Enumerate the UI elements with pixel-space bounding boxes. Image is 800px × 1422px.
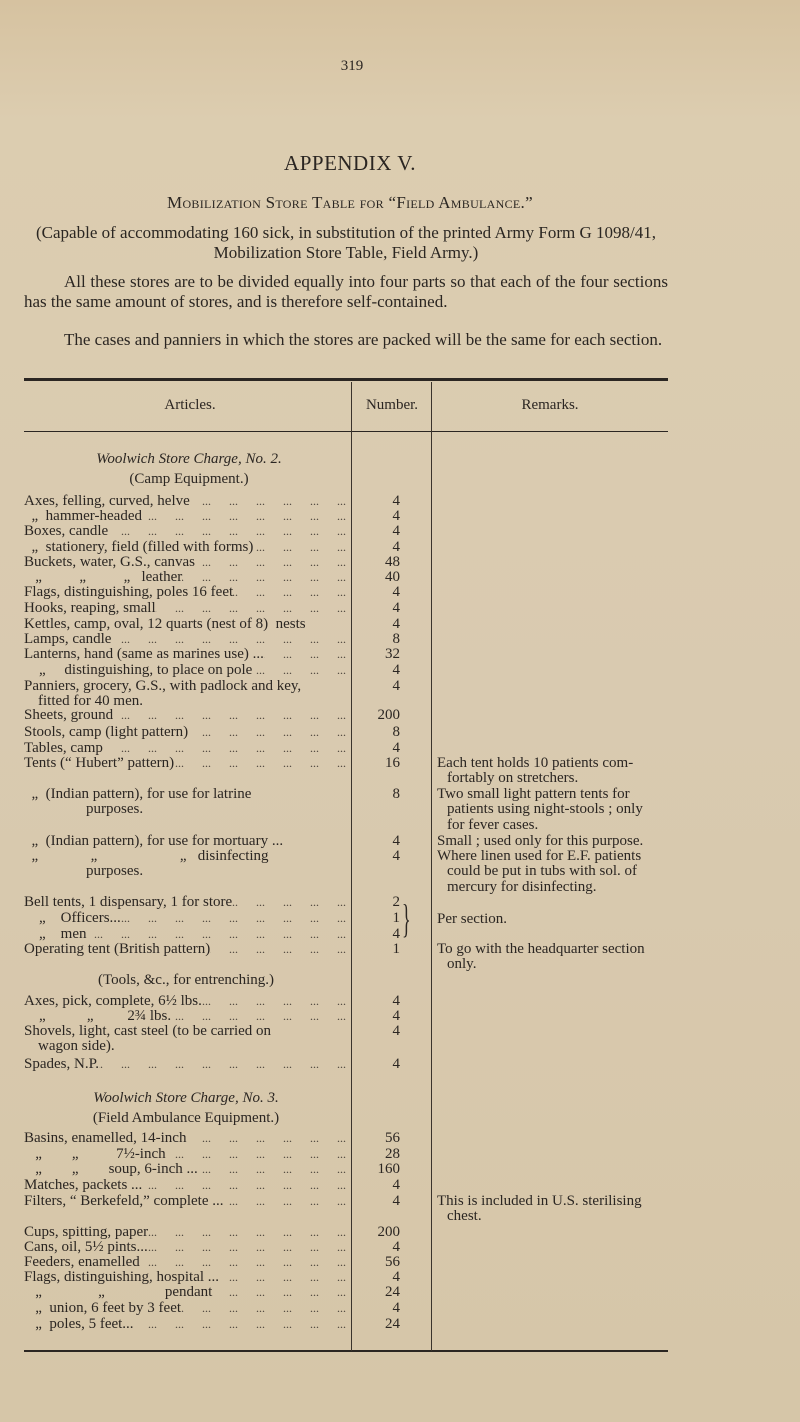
article-text — [24, 1024, 346, 1039]
article-label: Shovels, light, cast steel (to be carried on — [24, 1023, 272, 1039]
article-cell — [24, 679, 346, 710]
dot-leader — [224, 1194, 346, 1209]
article-label: Spades, N.P. — [24, 1056, 100, 1072]
article-label: „ poles, 5 feet... — [24, 1316, 134, 1332]
article-cell — [24, 911, 346, 926]
number-cell: 8 — [392, 724, 400, 740]
header-remarks: Remarks. — [521, 397, 579, 413]
article-cell — [24, 647, 346, 662]
section-subtitle: (Tools, &c., for entrenching.) — [98, 972, 274, 988]
article-text — [24, 1162, 346, 1177]
article-text — [24, 647, 346, 662]
article-text — [24, 849, 346, 864]
number-cell: 4 — [392, 993, 400, 1009]
number-cell: 4 — [392, 523, 400, 539]
article-cell — [24, 1162, 346, 1177]
article-text — [24, 1301, 346, 1316]
remark-line: Two small light pattern tents for — [437, 786, 630, 802]
article-text — [24, 802, 346, 817]
article-label: Buckets, water, G.S., canvas — [24, 554, 196, 570]
article-text — [24, 1285, 346, 1300]
remark-line: Each tent holds 10 patients com- — [437, 755, 634, 771]
article-label: „ „ „ disinfecting — [24, 848, 269, 864]
number-cell: 40 — [385, 569, 400, 585]
article-label: Lamps, candle — [24, 631, 112, 647]
article-label: „ „ 7½-inch — [24, 1146, 166, 1162]
brace-icon: } — [402, 896, 411, 941]
article-text — [24, 1194, 346, 1209]
article-cell — [24, 601, 346, 616]
number-cell: 1 — [392, 941, 400, 957]
paragraph: The cases and panniers in which the stores are packed will be the same for each section. — [64, 330, 663, 349]
table-top-rule — [24, 378, 668, 381]
article-label: Lanterns, hand (same as marines use) ... — [24, 646, 264, 662]
number-cell: 24 — [385, 1316, 400, 1332]
article-label: Axes, felling, curved, helve — [24, 493, 190, 509]
number-cell: 16 — [385, 755, 400, 771]
table-title: Mobilization Store Table for “Field Ambulance.” — [167, 193, 533, 212]
article-label: Bell tents, 1 dispensary, 1 for store — [24, 894, 233, 910]
paragraph: All these stores are to be divided equally into four parts so that each of the four sections has the same amount of stores, and is therefore self-contained. — [24, 272, 668, 311]
article-label: Boxes, candle — [24, 523, 109, 539]
article-text — [24, 1317, 346, 1332]
article-cell — [24, 1024, 346, 1055]
article-cell — [24, 1285, 346, 1300]
remark — [437, 787, 669, 833]
article-cell — [24, 787, 346, 818]
number-cell: 4 — [392, 1008, 400, 1024]
article-text — [24, 708, 346, 723]
article-label: Operating tent (British pattern) — [24, 941, 211, 957]
number-cell: 1 — [392, 910, 400, 926]
dot-leader — [142, 1178, 346, 1193]
remark — [437, 756, 669, 787]
dot-leader — [190, 494, 346, 509]
number-cell: 2 — [392, 894, 400, 910]
article-label: Hooks, reaping, small — [24, 600, 156, 616]
article-cell — [24, 1194, 346, 1209]
number-cell: 4 — [392, 1056, 400, 1072]
dot-leader — [202, 994, 346, 1009]
number-cell: 8 — [392, 786, 400, 802]
article-label: „ (Indian pattern), for use for latrine — [24, 786, 252, 802]
number-cell: 4 — [392, 493, 400, 509]
dot-leader — [219, 1270, 346, 1285]
article-cell — [24, 524, 346, 539]
number-cell: 4 — [392, 1023, 400, 1039]
article-label: wagon side). — [38, 1038, 115, 1055]
dot-leader — [121, 911, 346, 926]
article-text — [24, 864, 346, 879]
appendix-title: APPENDIX V. — [284, 151, 416, 175]
remark-line: Where linen used for E.F. patients — [437, 848, 642, 864]
number-cell: 4 — [392, 662, 400, 678]
dot-leader — [252, 663, 346, 678]
number-cell: 4 — [392, 1300, 400, 1316]
dot-leader — [210, 942, 346, 957]
number-cell: 200 — [377, 1224, 400, 1240]
page-number: 319 — [340, 58, 364, 74]
article-text — [24, 1131, 346, 1146]
article-label: Filters, “ Berkefeld,” complete ... — [24, 1193, 224, 1209]
article-label: „ distinguishing, to place on pole — [24, 662, 253, 678]
dot-leader — [233, 585, 346, 600]
article-text — [24, 725, 346, 740]
remark — [437, 1194, 669, 1225]
number-cell: 4 — [392, 1239, 400, 1255]
dot-leader — [253, 540, 346, 555]
article-label: „ Officers... — [24, 910, 121, 926]
article-text — [24, 756, 346, 771]
dot-leader — [195, 555, 346, 570]
remark — [437, 942, 669, 973]
article-label: Tables, camp — [24, 740, 103, 756]
article-text — [24, 1039, 346, 1054]
article-cell — [24, 725, 346, 740]
article-text — [24, 1178, 346, 1193]
article-cell — [24, 1301, 346, 1316]
article-text — [24, 942, 346, 957]
article-label: „ „ soup, 6-inch ... — [24, 1161, 198, 1177]
article-label: „ union, 6 feet by 3 feet — [24, 1300, 182, 1316]
article-label: Cans, oil, 5½ pints... — [24, 1239, 148, 1255]
article-label: Feeders, enamelled — [24, 1254, 140, 1270]
number-cell: 32 — [385, 646, 400, 662]
dot-leader — [148, 1240, 346, 1255]
article-cell — [24, 849, 346, 880]
remark-line: fortably on stretchers. — [447, 770, 579, 787]
article-cell — [24, 756, 346, 771]
article-label: Stools, camp (light pattern) — [24, 724, 189, 740]
dot-leader — [174, 756, 346, 771]
number-cell: 4 — [392, 1269, 400, 1285]
number-cell: 4 — [392, 926, 400, 942]
article-label: Axes, pick, complete, 6½ lbs. — [24, 993, 202, 1009]
article-text — [24, 787, 346, 802]
header-rule — [24, 431, 668, 432]
article-text — [24, 895, 346, 910]
article-cell — [24, 585, 346, 600]
number-cell: 4 — [392, 848, 400, 864]
article-cell — [24, 942, 346, 957]
number-cell: 56 — [385, 1130, 400, 1146]
article-label: Kettles, camp, oval, 12 quarts (nest of 8) nests — [24, 616, 306, 632]
subtitle: (Capable of accommodating 160 sick, in substitution of the printed Army Form G 1098/41, Mobilization Store Table, Field Army.) — [36, 223, 656, 262]
section-title: Woolwich Store Charge, No. 3. — [93, 1090, 279, 1106]
article-label: „ stationery, field (filled with forms) — [24, 539, 254, 555]
article-label: purposes. — [86, 801, 144, 818]
article-text — [24, 601, 346, 616]
article-label: Flags, distinguishing, poles 16 feet — [24, 584, 234, 600]
article-label: „ hammer-headed — [24, 508, 142, 524]
number-cell: 160 — [377, 1161, 400, 1177]
remark-line: patients using night-stools ; only — [447, 801, 643, 818]
dot-leader — [188, 725, 346, 740]
number-cell: 48 — [385, 554, 400, 570]
remark — [437, 849, 669, 895]
number-cell: 28 — [385, 1146, 400, 1162]
number-cell: 4 — [392, 678, 400, 694]
article-text — [24, 524, 346, 539]
article-label: Panniers, grocery, G.S., with padlock and key, — [24, 678, 302, 694]
remark-line: Small ; used only for this purpose. — [437, 833, 644, 849]
article-cell — [24, 1131, 346, 1146]
dot-leader — [99, 1057, 346, 1072]
dot-leader — [212, 1285, 346, 1300]
dot-leader — [156, 601, 346, 616]
dot-leader — [148, 1225, 346, 1240]
number-cell: 8 — [392, 631, 400, 647]
header-number: Number. — [365, 397, 419, 413]
section-title: Woolwich Store Charge, No. 2. — [96, 451, 282, 467]
article-label: Flags, distinguishing, hospital ... — [24, 1269, 220, 1285]
number-cell: 4 — [392, 1193, 400, 1209]
remark-line: could be put in tubs with sol. of — [447, 863, 637, 880]
number-cell: 4 — [392, 508, 400, 524]
article-label: „ „ pendant — [24, 1284, 213, 1300]
number-cell: 4 — [392, 584, 400, 600]
column-divider — [431, 382, 432, 1351]
article-label: „ men — [24, 926, 87, 942]
remark-line: To go with the headquarter section — [437, 941, 645, 957]
remark-line: chest. — [447, 1208, 482, 1225]
number-cell: 4 — [392, 1177, 400, 1193]
dot-leader — [232, 895, 346, 910]
article-cell — [24, 708, 346, 723]
article-label: Cups, spitting, paper — [24, 1224, 149, 1240]
article-label: Sheets, ground — [24, 707, 114, 723]
article-label: „ „ „ leather — [24, 569, 183, 585]
article-cell — [24, 1178, 346, 1193]
remark-line: for fever cases. — [447, 816, 539, 833]
dot-leader — [113, 708, 346, 723]
article-text — [24, 1057, 346, 1072]
article-cell — [24, 1057, 346, 1072]
dot-leader — [198, 1162, 346, 1177]
number-cell: 200 — [377, 707, 400, 723]
table-bottom-rule — [24, 1350, 668, 1352]
number-cell: 4 — [392, 833, 400, 849]
number-cell: 4 — [392, 539, 400, 555]
remark-line: This is included in U.S. sterilising — [437, 1193, 642, 1209]
section-subtitle: (Camp Equipment.) — [129, 471, 249, 487]
remark-line: mercury for disinfecting. — [447, 878, 597, 895]
number-cell: 4 — [392, 616, 400, 632]
article-label: „ „ 2¾ lbs. — [24, 1008, 172, 1024]
dot-leader — [264, 647, 346, 662]
article-cell — [24, 895, 346, 910]
article-text — [24, 911, 346, 926]
article-label: Tents (“ Hubert” pattern) — [24, 755, 175, 771]
number-cell: 24 — [385, 1284, 400, 1300]
article-cell — [24, 1317, 346, 1332]
number-cell: 56 — [385, 1254, 400, 1270]
number-cell: 4 — [392, 740, 400, 756]
article-label: purposes. — [86, 863, 144, 880]
article-label: Matches, packets ... — [24, 1177, 143, 1193]
remark-line: only. — [447, 956, 477, 973]
article-text — [24, 663, 346, 678]
article-cell — [24, 663, 346, 678]
dot-leader — [108, 524, 346, 539]
dot-leader — [181, 1301, 346, 1316]
remark: Per section. — [437, 911, 507, 927]
number-cell: 4 — [392, 600, 400, 616]
dot-leader — [134, 1317, 346, 1332]
section-subtitle: (Field Ambulance Equipment.) — [92, 1110, 280, 1126]
dot-leader — [186, 1131, 346, 1146]
article-text — [24, 585, 346, 600]
article-label: fitted for 40 men. — [38, 693, 143, 710]
article-text — [24, 679, 346, 694]
header-articles: Articles. — [164, 397, 216, 413]
article-label: „ (Indian pattern), for use for mortuary ... — [24, 833, 284, 849]
dot-leader — [142, 509, 346, 524]
article-label: Basins, enamelled, 14-inch — [24, 1130, 187, 1146]
